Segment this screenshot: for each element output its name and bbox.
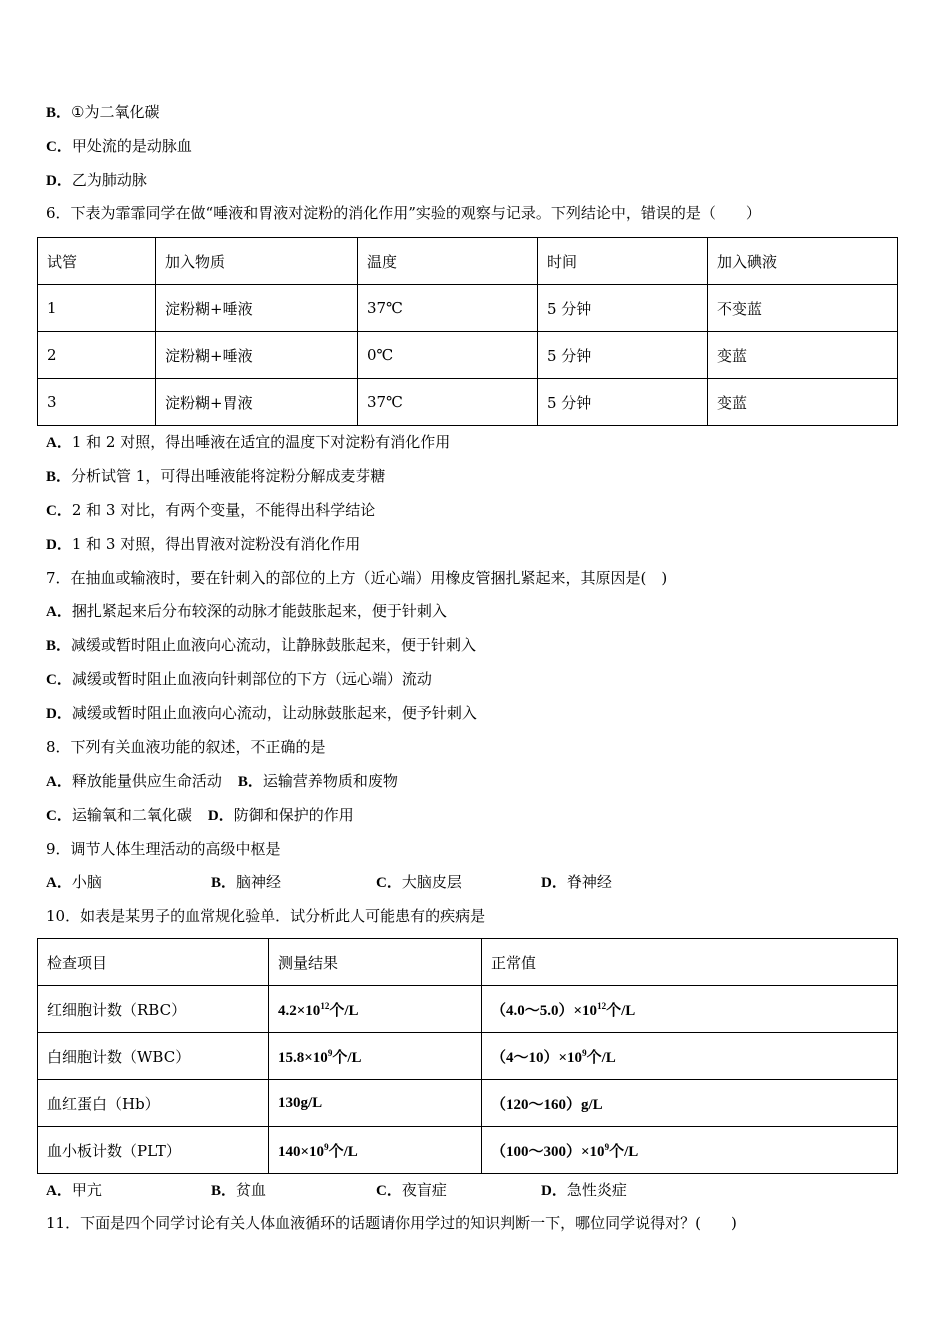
header-cell: 测量结果 — [269, 939, 482, 986]
option-text: 2 和 3 对比，有两个变量，不能得出科学结论 — [71, 501, 376, 519]
option-letter: B． — [211, 875, 237, 891]
option-text: 减缓或暂时阻止血液向心流动，让静脉鼓胀起来，便于针刺入 — [71, 636, 477, 654]
option-letter: C． — [376, 1183, 402, 1199]
result-cell — [269, 1127, 482, 1174]
table-cell: 淀粉糊+唾液 — [156, 285, 358, 332]
table-cell: 3 — [38, 379, 156, 426]
option-letter: D． — [541, 875, 567, 891]
option-letter: A． — [46, 774, 72, 790]
table-cell: 5 分钟 — [538, 332, 708, 379]
result-value: 15.8×10 — [278, 1049, 328, 1066]
header-cell: 检查项目 — [38, 939, 269, 986]
normal-cell — [482, 1080, 898, 1127]
q10-options — [46, 1180, 706, 1201]
normal-value: （4～10）×10 — [491, 1049, 583, 1066]
table-cell: 血小板计数（PLT） — [38, 1127, 269, 1174]
table-cell: 变蓝 — [708, 379, 898, 426]
normal-cell — [482, 1127, 898, 1174]
option-letter: C． — [46, 139, 72, 155]
table-cell: 变蓝 — [708, 332, 898, 379]
table-row — [38, 986, 898, 1033]
q8-options-row-1 — [46, 771, 398, 792]
option-text: 减缓或暂时阻止血液向针刺部位的下方（远心端）流动 — [71, 670, 432, 688]
normal-exponent: 12 — [597, 1000, 607, 1011]
normal-unit: 个/L — [606, 1002, 636, 1019]
header-cell: 时间 — [538, 238, 708, 285]
header-cell: 温度 — [358, 238, 538, 285]
result-value: 140×10 — [278, 1143, 325, 1160]
option-text: ①为二氧化碳 — [71, 103, 160, 121]
result-unit: 个/L — [332, 1049, 362, 1066]
normal-unit: 个/L — [586, 1049, 616, 1066]
q8-options-row-2 — [46, 805, 354, 826]
q6-table — [37, 237, 898, 426]
normal-exponent: 9 — [604, 1141, 610, 1152]
option-letter: D． — [541, 1183, 567, 1199]
q10-option-a — [46, 1180, 211, 1201]
table-row — [38, 1033, 898, 1080]
normal-value: （120～160）g/L — [491, 1096, 603, 1113]
option-text: 夜盲症 — [401, 1181, 447, 1199]
q9-option-d — [541, 872, 706, 893]
q10-stem: 10．如表是某男子的血常规化验单．试分析此人可能患有的疾病是 — [46, 907, 486, 925]
option-letter: B． — [211, 1183, 237, 1199]
normal-cell — [482, 986, 898, 1033]
option-text: 急性炎症 — [566, 1181, 627, 1199]
normal-exponent: 9 — [582, 1047, 587, 1058]
option-text: 甲亢 — [71, 1181, 102, 1199]
option-text: 脊神经 — [566, 873, 612, 891]
table-cell: 淀粉糊+胃液 — [156, 379, 358, 426]
table-cell: 37℃ — [358, 285, 538, 332]
option-letter: A． — [46, 604, 72, 620]
result-unit: 个/L — [328, 1143, 358, 1160]
option-letter: D． — [46, 537, 72, 553]
table-cell: 淀粉糊+唾液 — [156, 332, 358, 379]
option-text: 1 和 3 对照，得出胃液对淀粉没有消化作用 — [71, 535, 361, 553]
table-header-row — [38, 238, 898, 285]
q5-option-b — [46, 102, 159, 123]
header-cell: 加入物质 — [156, 238, 358, 285]
header-cell: 正常值 — [482, 939, 898, 986]
q7-option-b — [46, 635, 476, 656]
option-text: 1 和 2 对照，得出唾液在适宜的温度下对淀粉有消化作用 — [71, 433, 451, 451]
result-cell — [269, 1033, 482, 1080]
table-cell: 5 分钟 — [538, 285, 708, 332]
q5-option-c — [46, 136, 192, 157]
option-text: 运输氧和二氧化碳 — [71, 806, 192, 824]
option-text: 释放能量供应生命活动 — [71, 772, 222, 790]
option-letter: D． — [46, 173, 72, 189]
q7-stem: 7．在抽血或输液时，要在针刺入的部位的上方（近心端）用橡皮管捆扎紧起来，其原因是( ) — [46, 569, 668, 587]
table-cell: 1 — [38, 285, 156, 332]
q8-stem: 8．下列有关血液功能的叙述，不正确的是 — [46, 738, 326, 756]
normal-unit: 个/L — [609, 1143, 639, 1160]
table-row — [38, 285, 898, 332]
header-cell: 加入碘液 — [708, 238, 898, 285]
option-letter: C． — [46, 808, 72, 824]
table-row — [38, 379, 898, 426]
q9-option-c — [376, 872, 541, 893]
normal-value: （100～300）×10 — [491, 1143, 605, 1160]
result-exponent: 9 — [327, 1047, 333, 1058]
option-letter: A． — [46, 1183, 72, 1199]
q9-option-b — [211, 872, 376, 893]
result-exponent: 9 — [324, 1141, 329, 1152]
q6-option-a — [46, 432, 450, 453]
q9-option-a — [46, 872, 211, 893]
q11-stem: 11．下面是四个同学讨论有关人体血液循环的话题请你用学过的知识判断一下，哪位同学说得对？( ) — [46, 1214, 737, 1232]
q10-table — [37, 938, 898, 1174]
q10-option-b — [211, 1180, 376, 1201]
q6-option-b — [46, 466, 385, 487]
option-letter: C． — [46, 672, 72, 688]
table-row — [38, 1080, 898, 1127]
option-letter: B． — [237, 774, 263, 790]
table-cell: 不变蓝 — [708, 285, 898, 332]
q6-stem: 6．下表为霏霏同学在做“唾液和胃液对淀粉的消化作用”实验的观察与记录。下列结论中，错误的是（ ） — [46, 204, 761, 222]
q7-option-d — [46, 703, 477, 724]
table-cell: 血红蛋白（Hb） — [38, 1080, 269, 1127]
table-cell: 37℃ — [358, 379, 538, 426]
option-text: 脑神经 — [236, 873, 282, 891]
option-letter: A． — [46, 875, 72, 891]
q10-option-d — [541, 1180, 706, 1201]
q6-option-c — [46, 500, 375, 521]
result-cell — [269, 986, 482, 1033]
header-cell: 试管 — [38, 238, 156, 285]
option-letter: C． — [46, 503, 72, 519]
option-text: 防御和保护的作用 — [233, 806, 354, 824]
q5-option-d — [46, 170, 147, 191]
option-letter: D． — [46, 706, 72, 722]
q7-option-c — [46, 669, 432, 690]
result-unit: 个/L — [329, 1002, 359, 1019]
option-letter: B． — [46, 105, 72, 121]
result-exponent: 12 — [320, 1000, 330, 1011]
option-text: 运输营养物质和废物 — [262, 772, 398, 790]
option-text: 减缓或暂时阻止血液向心流动，让动脉鼓胀起来，便予针刺入 — [71, 704, 477, 722]
option-letter: B． — [46, 469, 72, 485]
q6-option-d — [46, 534, 360, 555]
option-text: 甲处流的是动脉血 — [71, 137, 192, 155]
normal-cell — [482, 1033, 898, 1080]
table-row — [38, 332, 898, 379]
table-cell: 0℃ — [358, 332, 538, 379]
option-text: 分析试管 1，可得出唾液能将淀粉分解成麦芽糖 — [71, 467, 386, 485]
option-text: 大脑皮层 — [401, 873, 462, 891]
table-row — [38, 1127, 898, 1174]
option-letter: B． — [46, 638, 72, 654]
table-cell: 2 — [38, 332, 156, 379]
q9-stem: 9．调节人体生理活动的高级中枢是 — [46, 840, 281, 858]
result-value: 130g/L — [278, 1094, 323, 1111]
table-cell: 5 分钟 — [538, 379, 708, 426]
option-letter: D． — [207, 808, 234, 824]
q10-option-c — [376, 1180, 541, 1201]
option-text: 乙为肺动脉 — [71, 171, 147, 189]
option-letter: C． — [376, 875, 402, 891]
normal-value: （4.0～5.0）×10 — [491, 1002, 598, 1019]
q7-option-a — [46, 601, 447, 622]
option-text: 贫血 — [236, 1181, 267, 1199]
table-cell: 红细胞计数（RBC） — [38, 986, 269, 1033]
q9-options — [46, 872, 706, 893]
result-value: 4.2×10 — [278, 1002, 321, 1019]
option-letter: A． — [46, 435, 72, 451]
table-header-row — [38, 939, 898, 986]
table-cell: 白细胞计数（WBC） — [38, 1033, 269, 1080]
option-text: 小脑 — [71, 873, 102, 891]
option-text: 捆扎紧起来后分布较深的动脉才能鼓胀起来，便于针刺入 — [71, 602, 447, 620]
result-cell — [269, 1080, 482, 1127]
